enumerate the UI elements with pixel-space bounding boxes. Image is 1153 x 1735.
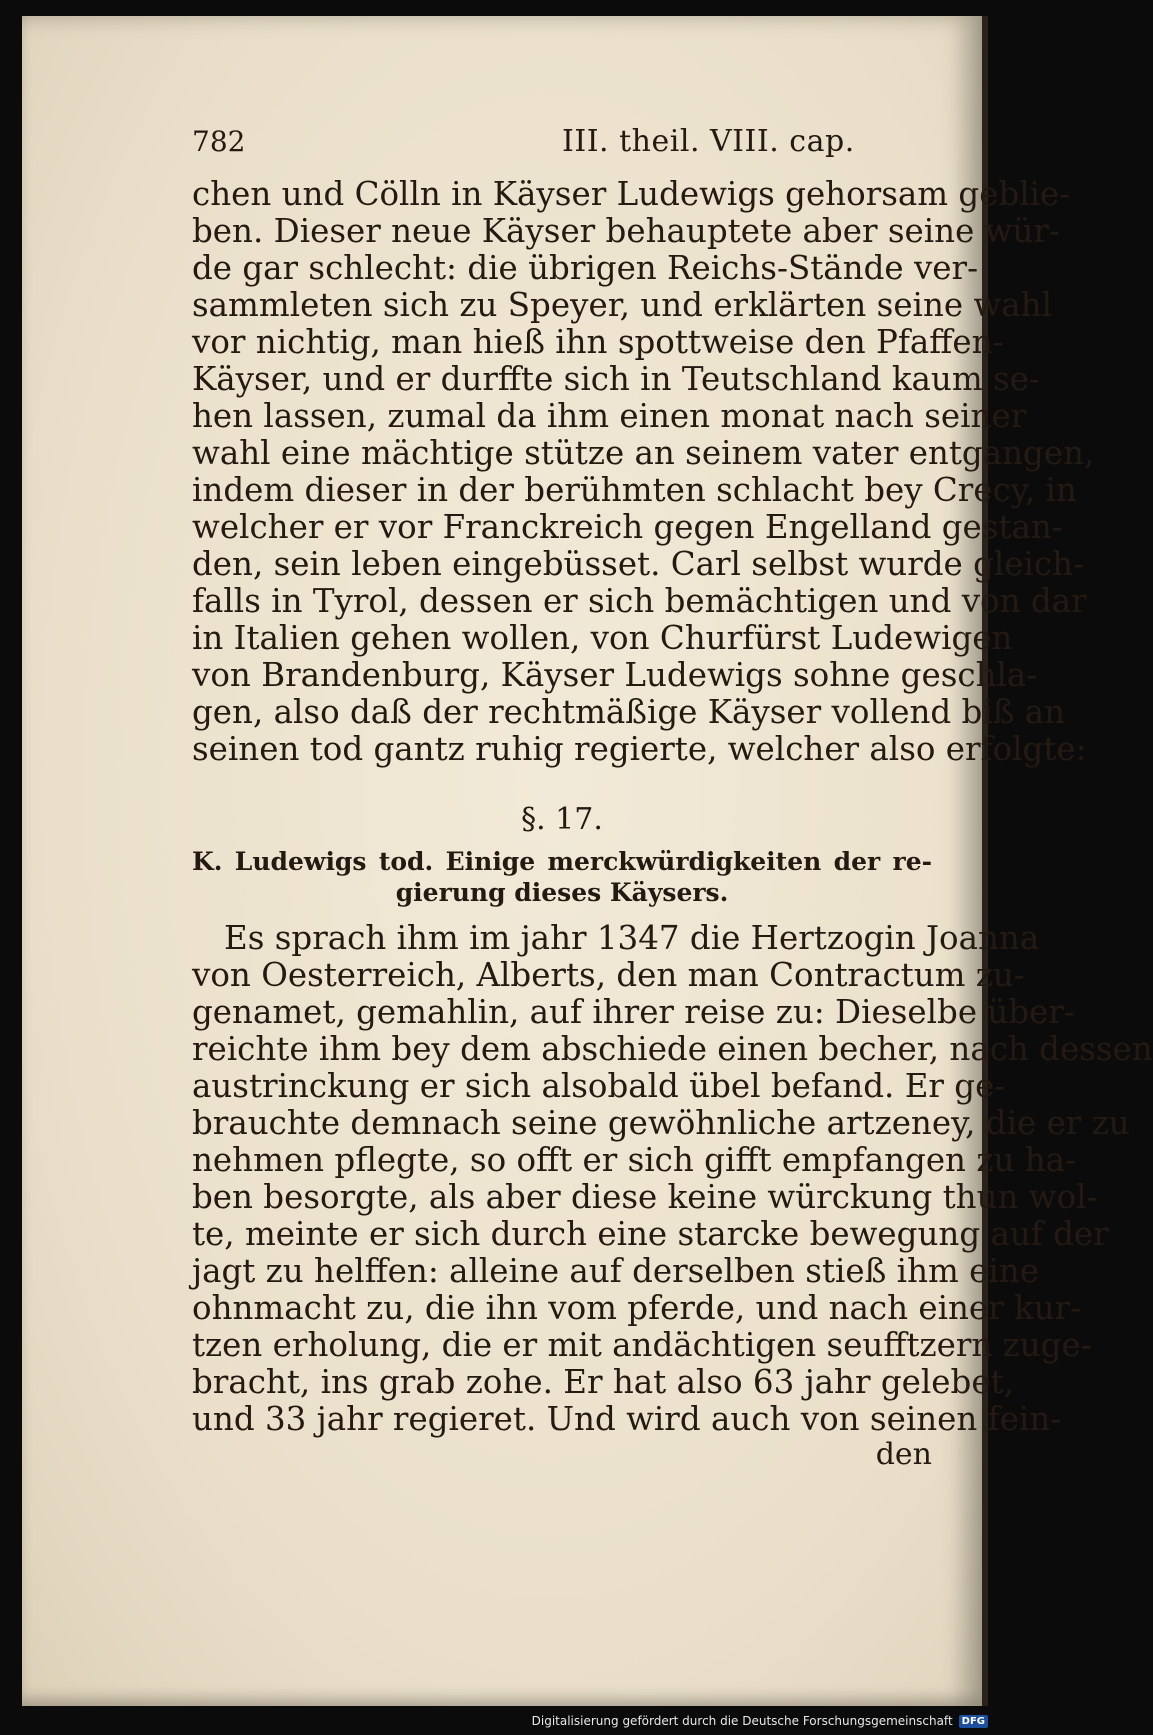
section-heading — [192, 846, 932, 908]
text-line: nehmen pflegte, so offt er sich gifft empfangen zu ha- — [192, 1141, 1076, 1179]
text-line: jagt zu helffen: alleine auf derselben stieß ihm eine — [192, 1252, 1039, 1290]
text-line: wahl eine mächtige stütze an seinem vater entgangen, — [192, 434, 1095, 472]
text-line: vor nichtig, man hieß ihn spottweise den Pfaffen- — [192, 323, 1004, 361]
paragraph-1 — [192, 175, 1095, 768]
text-line: gen, also daß der rechtmäßige Käyser vollend biß an — [192, 693, 1066, 731]
text-line: genamet, gemahlin, auf ihrer reise zu: Dieselbe über- — [192, 993, 1075, 1031]
text-line: austrinckung er sich alsobald übel befand. Er ge- — [192, 1067, 1006, 1105]
text-line: welcher er vor Franckreich gegen Engelland gestan- — [192, 508, 1063, 546]
catchword: den — [875, 1437, 932, 1472]
text-block — [192, 124, 1153, 1472]
text-line: ohnmacht zu, die ihn vom pferde, und nach einer kur- — [192, 1289, 1082, 1327]
page-number: 782 — [192, 125, 246, 158]
text-line: Es sprach ihm im jahr 1347 die Hertzogin Joanna — [224, 919, 1040, 957]
text-line: sammleten sich zu Speyer, und erklärten seine wahl — [192, 286, 1052, 324]
text-line: tzen erholung, die er mit andächtigen seufftzern zuge- — [192, 1326, 1092, 1364]
paragraph-2 — [192, 919, 1153, 1438]
text-line: te, meinte er sich durch eine starcke bewegung auf der — [192, 1215, 1109, 1253]
dfg-logo: DFG — [959, 1715, 988, 1728]
funding-credit: Digitalisierung gefördert durch die Deutsche Forschungsgemeinschaft — [531, 1714, 953, 1728]
text-line: von Brandenburg, Käyser Ludewigs sohne geschla- — [192, 656, 1038, 694]
section-heading-line: K. Ludewigs tod. Einige merckwürdigkeiten der re- — [192, 847, 932, 876]
text-line: brauchte demnach seine gewöhnliche artzeney, die er zu — [192, 1104, 1130, 1142]
section-heading-line: gierung dieses Käysers. — [395, 878, 729, 907]
text-line: von Oesterreich, Alberts, den man Contractum zu- — [192, 956, 1025, 994]
text-line: bracht, ins grab zohe. Er hat also 63 jahr gelebet, — [192, 1363, 1014, 1401]
text-line: ben. Dieser neue Käyser behauptete aber seine wür- — [192, 212, 1060, 250]
text-line: indem dieser in der berühmten schlacht bey Crecy, in — [192, 471, 1077, 509]
text-line: und 33 jahr regieret. Und wird auch von seinen fein- — [192, 1400, 1062, 1438]
running-head: III. theil. VIII. cap. — [562, 124, 855, 159]
text-line: in Italien gehen wollen, von Churfürst Ludewigen — [192, 619, 1013, 657]
book-page — [22, 16, 1153, 1706]
text-line: hen lassen, zumal da ihm einen monat nach seiner — [192, 397, 1027, 435]
text-line: reichte ihm bey dem abschiede einen becher, nach dessen — [192, 1030, 1153, 1068]
text-line: chen und Cölln in Käyser Ludewigs gehorsam geblie- — [192, 175, 1071, 213]
page-header — [192, 124, 932, 176]
text-line: falls in Tyrol, dessen er sich bemächtigen und von dar — [192, 582, 1087, 620]
text-line: de gar schlecht: die übrigen Reichs-Stände ver- — [192, 249, 979, 287]
text-line: ben besorgte, als aber diese keine würckung thun wol- — [192, 1178, 1098, 1216]
text-line: den, sein leben eingebüsset. Carl selbst wurde gleich- — [192, 545, 1085, 583]
section-number: §. 17. — [521, 802, 603, 837]
text-line: Käyser, und er durffte sich in Teutschland kaum se- — [192, 360, 1040, 398]
digitization-footer — [0, 1707, 1000, 1735]
text-line: seinen tod gantz ruhig regierte, welcher also erfolgte: — [192, 730, 1087, 768]
